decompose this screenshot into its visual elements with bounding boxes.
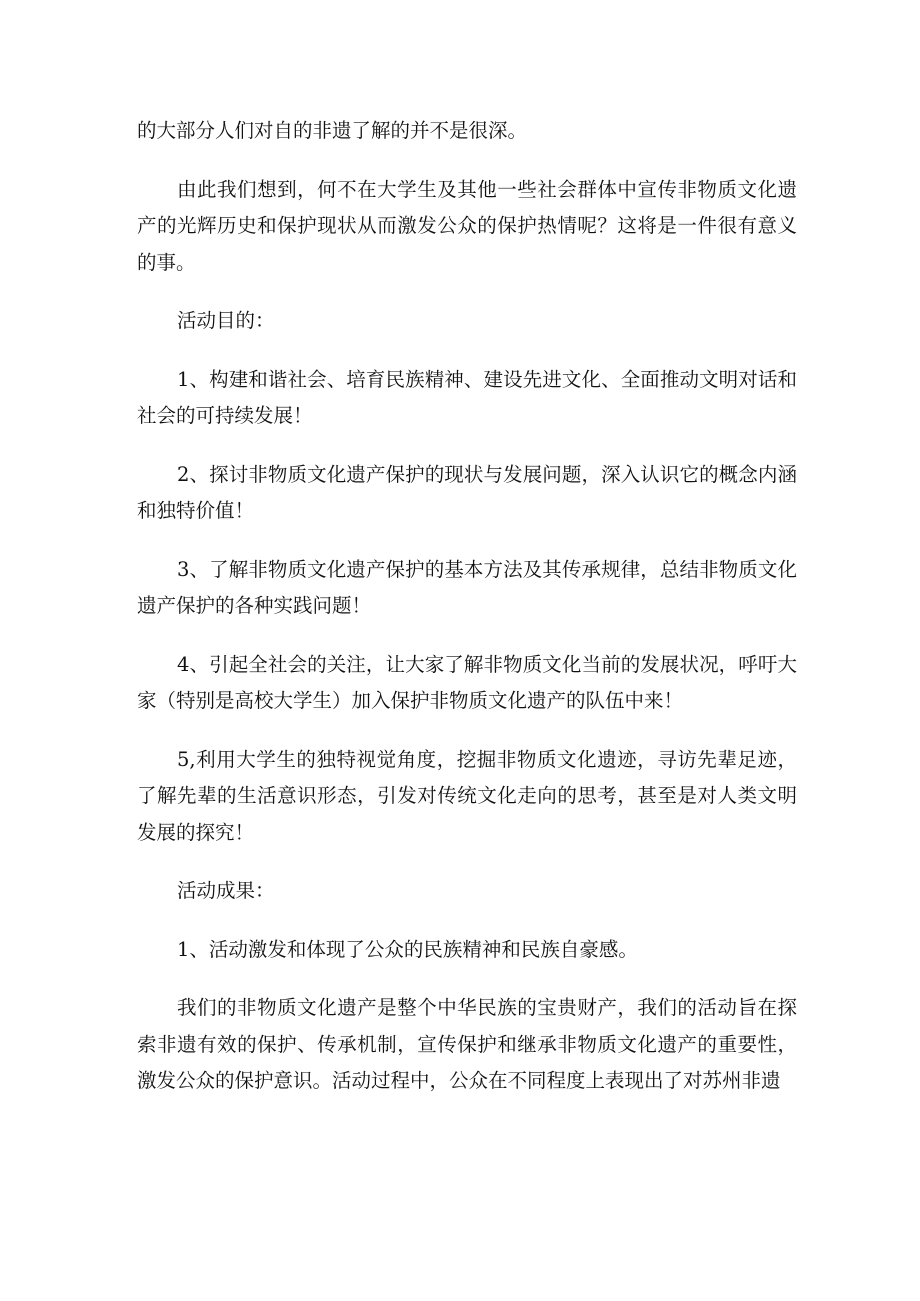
paragraph-continuation: 的大部分人们对自的非遗了解的并不是很深。 xyxy=(137,119,528,142)
purpose-item-5: 5,利用大学生的独特视觉角度，挖掘非物质文化遗迹，寻访先辈足迹，了解先辈的生活意识形态，引发对传统文化走向的思考，甚至是对人类文明发展的探究！ xyxy=(137,747,797,844)
purpose-item-4: 4、引起全社会的关注，让大家了解非物质文化当前的发展状况，呼吁大家（特别是高校大学生）加入保护非物质文化遗产的队伍中来！ xyxy=(137,652,797,712)
document-body xyxy=(137,113,797,1122)
paragraph-result-detail: 我们的非物质文化遗产是整个中华民族的宝贵财产，我们的活动旨在探索非遗有效的保护、传承机制，宣传保护和继承非物质文化遗产的重要性，激发公众的保护意识。活动过程中，公众在不同程度上表现出了对苏州非遗 xyxy=(137,996,797,1092)
purpose-item-1: 1、构建和谐社会、培育民族精神、建设先进文化、全面推动文明对话和社会的可持续发展！ xyxy=(137,367,797,427)
heading-activity-results: 活动成果： xyxy=(177,879,275,902)
paragraph-intro: 由此我们想到，何不在大学生及其他一些社会群体中宣传非物质文化遗产的光辉历史和保护现状从而激发公众的保护热情呢？这将是一件很有意义的事。 xyxy=(137,177,797,274)
purpose-item-2: 2、探讨非物质文化遗产保护的现状与发展问题，深入认识它的概念内涵和独特价值！ xyxy=(137,462,797,522)
heading-activity-purpose: 活动目的： xyxy=(177,309,275,332)
result-item-1: 1、活动激发和体现了公众的民族精神和民族自豪感。 xyxy=(177,937,638,961)
purpose-item-3: 3、了解非物质文化遗产保护的基本方法及其传承规律，总结非物质文化遗产保护的各种实践问题！ xyxy=(137,557,797,617)
